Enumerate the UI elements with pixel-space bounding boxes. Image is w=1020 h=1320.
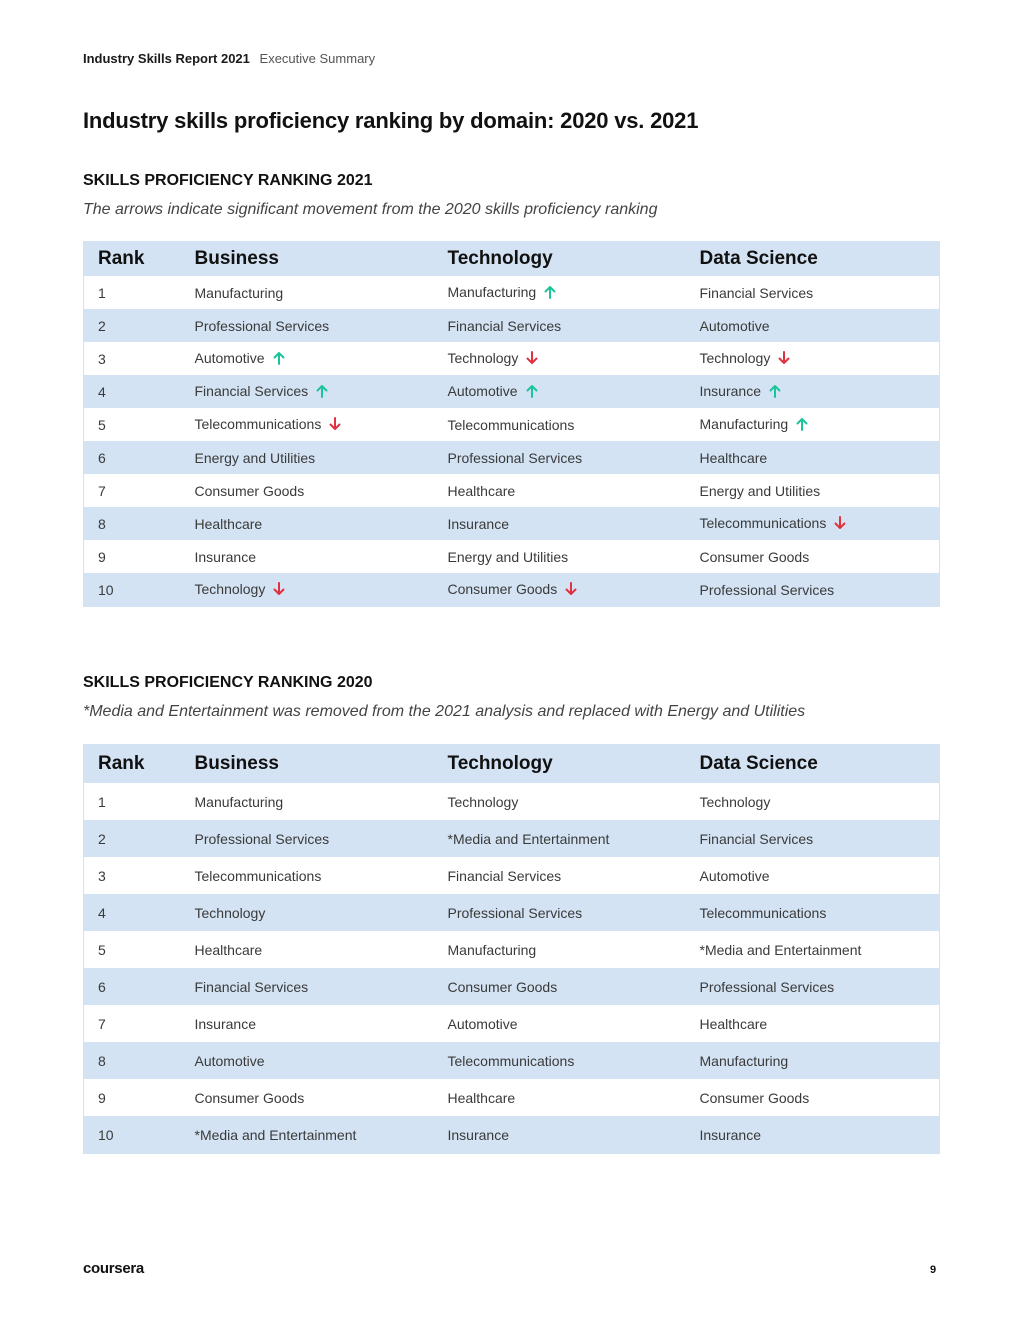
table-row [84, 894, 940, 931]
table-header-row [84, 745, 940, 784]
industry-name: Financial Services [447, 317, 562, 334]
industry-name: Professional Services [194, 830, 330, 847]
industry-name: Insurance [447, 515, 509, 532]
rank-cell [84, 1116, 181, 1154]
industry-name: Financial Services [194, 978, 309, 995]
technology-cell [434, 931, 686, 968]
industry-name: Technology [194, 904, 266, 921]
industry-name: Insurance [194, 548, 256, 565]
arrow-down-icon [273, 582, 285, 599]
industry-name: Financial Services [447, 867, 562, 884]
industry-name: Automotive [699, 317, 770, 334]
rank-value: 9 [98, 548, 106, 565]
industry-name: Technology [447, 349, 519, 366]
industry-name: Telecommunications [699, 514, 827, 531]
data-science-cell [686, 507, 940, 540]
industry-name: Telecommunications [194, 415, 322, 432]
page-header [83, 51, 375, 66]
industry-name: Manufacturing [699, 415, 789, 432]
arrow-up-icon [544, 285, 556, 302]
rank-value: 2 [98, 830, 106, 847]
table-row [84, 507, 940, 540]
table-row [84, 931, 940, 968]
table-row [84, 309, 940, 342]
technology-cell [434, 968, 686, 1005]
rank-value: 5 [98, 416, 106, 433]
data-science-cell [686, 931, 940, 968]
industry-name: Manufacturing [699, 1052, 789, 1069]
data-science-cell [686, 276, 940, 309]
business-cell [181, 474, 434, 507]
industry-name: Healthcare [699, 1015, 768, 1032]
table-row [84, 375, 940, 408]
industry-name: Professional Services [699, 581, 835, 598]
rank-cell [84, 408, 181, 441]
arrow-up-icon [526, 384, 538, 401]
industry-name: Automotive [447, 382, 518, 399]
rank-value: 4 [98, 904, 106, 921]
industry-name: Healthcare [194, 941, 263, 958]
report-section: Executive Summary [259, 51, 376, 66]
data-science-cell [686, 474, 940, 507]
table-row [84, 408, 940, 441]
industry-name: Manufacturing [194, 284, 284, 301]
industry-name: Automotive [194, 349, 265, 366]
industry-name: Telecommunications [194, 867, 322, 884]
data-science-cell [686, 441, 940, 474]
industry-name: Telecommunications [447, 1052, 575, 1069]
industry-name: Automotive [699, 867, 770, 884]
business-cell [181, 573, 434, 607]
business-cell [181, 441, 434, 474]
industry-name: Technology [699, 349, 771, 366]
rank-cell [84, 857, 181, 894]
column-header-rank: Rank [84, 745, 181, 784]
business-cell [181, 894, 434, 931]
arrow-down-icon [834, 516, 846, 533]
industry-name: Energy and Utilities [194, 449, 316, 466]
arrow-down-icon [329, 417, 341, 434]
industry-name: Insurance [699, 1126, 761, 1143]
business-cell [181, 276, 434, 309]
rank-cell [84, 342, 181, 375]
rank-cell [84, 1042, 181, 1079]
table-row [84, 342, 940, 375]
industry-name: Insurance [194, 1015, 256, 1032]
column-header-business: Business [181, 242, 434, 277]
industry-name: Manufacturing [194, 793, 284, 810]
rank-value: 7 [98, 1015, 106, 1032]
technology-cell [434, 408, 686, 441]
technology-cell [434, 573, 686, 607]
ranking-2021-note: The arrows indicate significant movement from the 2020 skills proficiency ranking [83, 201, 658, 218]
industry-name: Financial Services [194, 382, 309, 399]
rank-value: 5 [98, 941, 106, 958]
data-science-cell [686, 1116, 940, 1154]
industry-name: Consumer Goods [194, 482, 305, 499]
ranking-2020-table [83, 744, 940, 1154]
business-cell [181, 540, 434, 573]
table-row [84, 573, 940, 607]
rank-value: 6 [98, 449, 106, 466]
rank-value: 8 [98, 1052, 106, 1069]
table-row [84, 968, 940, 1005]
business-cell [181, 857, 434, 894]
page-title: Industry skills proficiency ranking by domain: 2020 vs. 2021 [83, 108, 699, 133]
rank-value: 10 [98, 1126, 114, 1143]
table-row [84, 540, 940, 573]
coursera-logo: coursera [83, 1260, 144, 1277]
industry-name: Healthcare [447, 482, 516, 499]
data-science-cell [686, 1005, 940, 1042]
industry-name: Professional Services [194, 317, 330, 334]
table-row [84, 1042, 940, 1079]
table-row [84, 276, 940, 309]
column-header-technology: Technology [434, 242, 686, 277]
industry-name: Consumer Goods [194, 1089, 305, 1106]
rank-value: 9 [98, 1089, 106, 1106]
industry-name: *Media and Entertainment [447, 830, 610, 847]
rank-value: 10 [98, 581, 114, 598]
column-header-technology: Technology [434, 745, 686, 784]
business-cell [181, 309, 434, 342]
technology-cell [434, 783, 686, 820]
industry-name: Technology [194, 580, 266, 597]
data-science-cell [686, 540, 940, 573]
industry-name: Healthcare [699, 449, 768, 466]
industry-name: Professional Services [447, 449, 583, 466]
business-cell [181, 1042, 434, 1079]
rank-cell [84, 1005, 181, 1042]
industry-name: Automotive [447, 1015, 518, 1032]
rank-cell [84, 968, 181, 1005]
industry-name: Technology [447, 793, 519, 810]
business-cell [181, 408, 434, 441]
business-cell [181, 931, 434, 968]
business-cell [181, 1079, 434, 1116]
data-science-cell [686, 857, 940, 894]
technology-cell [434, 1079, 686, 1116]
report-title: Industry Skills Report 2021 [83, 51, 250, 66]
rank-cell [84, 441, 181, 474]
technology-cell [434, 820, 686, 857]
business-cell [181, 968, 434, 1005]
technology-cell [434, 507, 686, 540]
industry-name: Consumer Goods [447, 580, 558, 597]
industry-name: Energy and Utilities [447, 548, 569, 565]
technology-cell [434, 342, 686, 375]
rank-cell [84, 474, 181, 507]
technology-cell [434, 1005, 686, 1042]
industry-name: Automotive [194, 1052, 265, 1069]
table-header-row [84, 242, 940, 277]
data-science-cell [686, 309, 940, 342]
table-row [84, 1116, 940, 1154]
rank-value: 3 [98, 867, 106, 884]
business-cell [181, 507, 434, 540]
industry-name: Financial Services [699, 830, 814, 847]
arrow-up-icon [769, 384, 781, 401]
rank-cell [84, 276, 181, 309]
industry-name: Healthcare [447, 1089, 516, 1106]
industry-name: Insurance [447, 1126, 509, 1143]
industry-name: Financial Services [699, 284, 814, 301]
ranking-2021-table [83, 241, 940, 607]
technology-cell [434, 540, 686, 573]
rank-cell [84, 573, 181, 607]
industry-name: Manufacturing [447, 941, 537, 958]
arrow-down-icon [778, 351, 790, 368]
business-cell [181, 1116, 434, 1154]
rank-cell [84, 375, 181, 408]
industry-name: Consumer Goods [699, 1089, 810, 1106]
rank-cell [84, 783, 181, 820]
technology-cell [434, 1042, 686, 1079]
industry-name: Telecommunications [699, 904, 827, 921]
arrow-up-icon [273, 351, 285, 368]
arrow-up-icon [796, 417, 808, 434]
arrow-down-icon [526, 351, 538, 368]
rank-value: 1 [98, 793, 106, 810]
rank-cell [84, 931, 181, 968]
industry-name: Consumer Goods [447, 978, 558, 995]
rank-cell [84, 820, 181, 857]
data-science-cell [686, 968, 940, 1005]
industry-name: Technology [699, 793, 771, 810]
page-number: 9 [930, 1264, 937, 1276]
rank-value: 6 [98, 978, 106, 995]
data-science-cell [686, 573, 940, 607]
ranking-2020-note: *Media and Entertainment was removed from the 2021 analysis and replaced with Energy and Utilities [83, 703, 806, 720]
data-science-cell [686, 894, 940, 931]
technology-cell [434, 375, 686, 408]
table-row [84, 1005, 940, 1042]
rank-value: 8 [98, 515, 106, 532]
technology-cell [434, 441, 686, 474]
table-row [84, 1079, 940, 1116]
ranking-2021-title: SKILLS PROFICIENCY RANKING 2021 [83, 172, 373, 189]
technology-cell [434, 894, 686, 931]
business-cell [181, 820, 434, 857]
data-science-cell [686, 408, 940, 441]
column-header-data-science: Data Science [686, 745, 940, 784]
industry-name: *Media and Entertainment [699, 941, 862, 958]
arrow-up-icon [316, 384, 328, 401]
business-cell [181, 783, 434, 820]
rank-cell [84, 507, 181, 540]
industry-name: Energy and Utilities [699, 482, 821, 499]
industry-name: Telecommunications [447, 416, 575, 433]
data-science-cell [686, 375, 940, 408]
technology-cell [434, 309, 686, 342]
industry-name: Professional Services [447, 904, 583, 921]
technology-cell [434, 276, 686, 309]
data-science-cell [686, 783, 940, 820]
industry-name: Consumer Goods [699, 548, 810, 565]
rank-value: 1 [98, 284, 106, 301]
column-header-data-science: Data Science [686, 242, 940, 277]
industry-name: Manufacturing [447, 283, 537, 300]
industry-name: Insurance [699, 382, 761, 399]
technology-cell [434, 1116, 686, 1154]
rank-value: 3 [98, 350, 106, 367]
rank-value: 4 [98, 383, 106, 400]
data-science-cell [686, 342, 940, 375]
technology-cell [434, 857, 686, 894]
data-science-cell [686, 1079, 940, 1116]
data-science-cell [686, 1042, 940, 1079]
rank-cell [84, 894, 181, 931]
business-cell [181, 1005, 434, 1042]
rank-cell [84, 540, 181, 573]
rank-cell [84, 309, 181, 342]
rank-value: 7 [98, 482, 106, 499]
table-row [84, 857, 940, 894]
industry-name: Professional Services [699, 978, 835, 995]
table-row [84, 441, 940, 474]
data-science-cell [686, 820, 940, 857]
rank-cell [84, 1079, 181, 1116]
table-row [84, 783, 940, 820]
technology-cell [434, 474, 686, 507]
table-row [84, 474, 940, 507]
column-header-rank: Rank [84, 242, 181, 277]
business-cell [181, 375, 434, 408]
rank-value: 2 [98, 317, 106, 334]
table-row [84, 820, 940, 857]
ranking-2020-title: SKILLS PROFICIENCY RANKING 2020 [83, 674, 373, 691]
arrow-down-icon [565, 582, 577, 599]
industry-name: Healthcare [194, 515, 263, 532]
column-header-business: Business [181, 745, 434, 784]
business-cell [181, 342, 434, 375]
industry-name: *Media and Entertainment [194, 1126, 357, 1143]
